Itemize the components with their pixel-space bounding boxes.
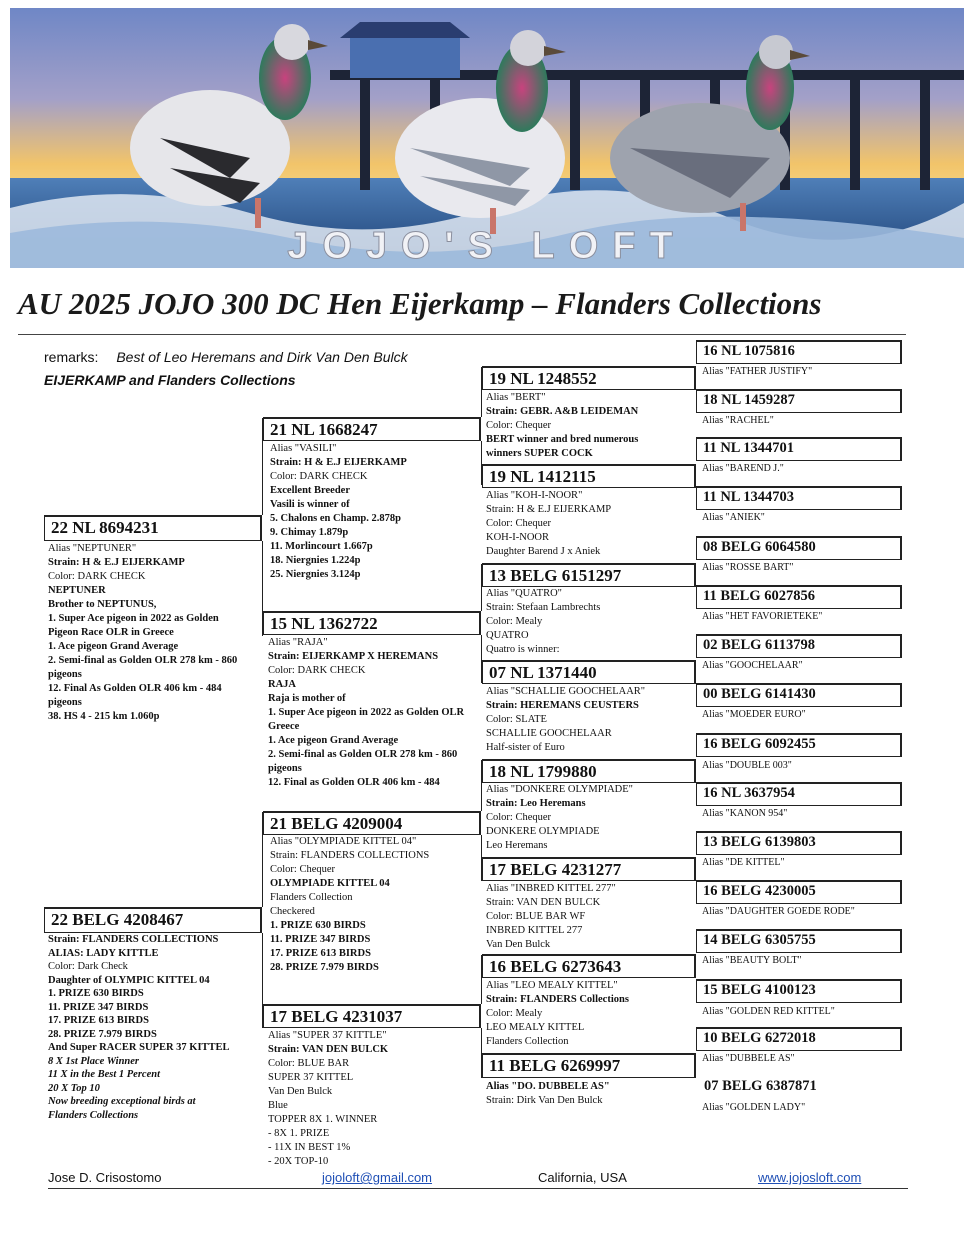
dam-line: 17. PRIZE 613 BIRDS: [48, 1015, 149, 1026]
gen2-info: [268, 636, 464, 790]
gen4-alias: Alias "DAUGHTER GOEDE RODE": [702, 906, 855, 917]
gen2-line: Strain: VAN DEN BULCK: [268, 1044, 389, 1055]
sire-ring: 22 NL 8694231: [51, 518, 159, 537]
gen2-info: [268, 1029, 388, 1169]
gen3-line: Strain: FLANDERS Collections: [486, 994, 629, 1005]
gen2-line: 2. Semi-final as Golden OLR 278 km - 860: [268, 749, 458, 760]
gen3-line: Alias "QUATRO": [486, 588, 562, 599]
gen3-line: Color: Mealy: [486, 616, 543, 627]
gen2-line: 1. PRIZE 630 BIRDS: [270, 920, 366, 931]
gen2-line: Alias "OLYMPIADE KITTEL 04": [270, 836, 417, 847]
gen3-ring-box: [482, 759, 696, 783]
gen4-alias: Alias "KANON 954": [702, 808, 788, 819]
gen3-info: [486, 489, 611, 559]
gen4-alias: Alias "ROSSE BART": [702, 562, 794, 573]
gen3-line: INBRED KITTEL 277: [486, 925, 583, 936]
gen2-ring: 21 BELG 4209004: [270, 814, 403, 833]
gen4-ring: 00 BELG 6141430: [703, 686, 816, 702]
gen4-ring-box: [696, 979, 902, 1003]
gen2-line: 11. PRIZE 347 BIRDS: [270, 934, 371, 945]
gen2-ring: 17 BELG 4231037: [270, 1007, 403, 1026]
footer-website-link[interactable]: www.jojosloft.com: [758, 1170, 862, 1185]
dam-line: Strain: FLANDERS COLLECTIONS: [48, 934, 219, 945]
gen4-alias: Alias "BEAUTY BOLT": [702, 955, 802, 966]
dam-line: 20 X Top 10: [48, 1082, 100, 1094]
gen4-ring: 15 BELG 4100123: [703, 982, 816, 998]
gen3-info: [486, 685, 645, 755]
gen3-line: Strain: VAN DEN BULCK: [486, 897, 601, 908]
gen4-ring: 16 NL 3637954: [703, 785, 795, 801]
gen4-alias: Alias "DUBBELE AS": [702, 1053, 795, 1064]
gen3-line: Alias "SCHALLIE GOOCHELAAR": [486, 686, 646, 697]
footer-name: Jose D. Crisostomo: [48, 1170, 162, 1185]
gen4-ring: 16 BELG 4230005: [703, 883, 816, 899]
remarks-text: Best of Leo Heremans and Dirk Van Den Bulck: [116, 349, 408, 365]
gen3-line: Alias "DO. DUBBELE AS": [486, 1081, 610, 1092]
sire-line: NEPTUNER: [48, 585, 106, 596]
gen2-line: - 11X IN BEST 1%: [268, 1142, 351, 1153]
gen4-alias: Alias "HET FAVORIETEKE": [702, 611, 823, 622]
gen3-line: LEO MEALY KITTEL: [486, 1022, 585, 1033]
gen4-ring-box: [696, 831, 902, 855]
gen3-line: winners SUPER COCK: [486, 448, 593, 459]
gen2-line: RAJA: [268, 679, 296, 690]
gen3-line: Strain: Dirk Van Den Bulck: [486, 1095, 603, 1106]
gen3-line: Alias "DONKERE OLYMPIADE": [486, 784, 633, 795]
gen3-line: Color: SLATE: [486, 714, 547, 725]
gen3-info: [486, 391, 638, 461]
sire-line: pigeons: [48, 697, 82, 708]
gen3-ring-box: [482, 366, 696, 390]
gen3-ring: 13 BELG 6151297: [489, 566, 622, 585]
sire-info: [48, 542, 237, 724]
gen3-line: Leo Heremans: [486, 840, 548, 851]
dam-line: Color: Dark Check: [48, 961, 128, 972]
remarks: [44, 349, 408, 365]
gen4-ring-box: [696, 929, 902, 953]
gen3-ring: 16 BELG 6273643: [489, 957, 622, 976]
gen4-ring-box: [696, 536, 902, 560]
gen2-line: Color: Chequer: [270, 864, 336, 875]
gen4-ring: 11 NL 1344701: [703, 440, 795, 456]
dam-line: Daughter of OLYMPIC KITTEL 04: [48, 974, 210, 986]
gen2-line: Alias "VASILI": [270, 443, 337, 454]
gen4-ring-box: [696, 634, 902, 658]
gen4-ring: 11 BELG 6027856: [703, 588, 815, 604]
gen3-line: Alias "INBRED KITTEL 277": [486, 883, 616, 894]
gen4-ring-box: [696, 340, 902, 364]
gen3-ring: 18 NL 1799880: [489, 762, 597, 781]
gen2-line: 25. Niergnies 3.124p: [270, 569, 361, 580]
gen4-ring: 18 NL 1459287: [703, 392, 795, 408]
gen3-ring: 19 NL 1412115: [489, 467, 596, 486]
gen3-ring: 19 NL 1248552: [489, 369, 597, 388]
gen4-alias: Alias "GOLDEN RED KITTEL": [702, 1006, 835, 1017]
gen4-alias: Alias "DE KITTEL": [702, 857, 785, 868]
page-title: AU 2025 JOJO 300 DC Hen Eijerkamp – Flanders Collections: [18, 286, 822, 321]
gen4-ring-box: [696, 733, 902, 757]
gen2-line: Raja is mother of: [268, 693, 346, 704]
gen2-line: Alias "RAJA": [268, 637, 328, 648]
dam-line: 28. PRIZE 7.979 BIRDS: [48, 1028, 157, 1040]
remarks-label: remarks:: [44, 349, 99, 365]
gen2-line: 9. Chimay 1.879p: [270, 527, 349, 538]
dam-line: And Super RACER SUPER 37 KITTEL: [48, 1042, 230, 1053]
gen3-line: Alias "BERT": [486, 392, 546, 403]
sire-line: Pigeon Race OLR in Greece: [48, 627, 174, 638]
gen3-line: Flanders Collection: [486, 1036, 569, 1047]
gen4-ring-box: [696, 437, 902, 461]
gen4-alias: Alias "ANIEK": [702, 512, 765, 523]
gen3-line: DONKERE OLYMPIADE: [486, 826, 600, 837]
sire-line: 2. Semi-final as Golden OLR 278 km - 860: [48, 655, 238, 666]
gen3-info: [486, 587, 600, 657]
gen4-ring-box: [696, 389, 902, 413]
gen3-ring-box: [482, 1053, 696, 1078]
sire-line: Strain: H & E.J EIJERKAMP: [48, 557, 185, 568]
gen4-alias: Alias "FATHER JUSTIFY": [702, 366, 813, 377]
gen2-ring-box: [263, 1004, 481, 1028]
gen4-ring: 16 NL 1075816: [703, 343, 795, 359]
gen4-ring: 16 BELG 6092455: [703, 736, 816, 752]
gen2-line: Color: DARK CHECK: [268, 665, 366, 676]
gen2-ring: 15 NL 1362722: [270, 614, 378, 633]
gen3-line: Alias "KOH-I-NOOR": [486, 490, 583, 501]
gen3-line: Color: Mealy: [486, 1008, 543, 1019]
gen3-info: [486, 1080, 610, 1108]
gen2-line: Color: BLUE BAR: [268, 1058, 350, 1069]
gen3-line: Color: Chequer: [486, 518, 552, 529]
gen4-alias: Alias "MOEDER EURO": [702, 709, 806, 720]
gen3-line: Strain: GEBR. A&B LEIDEMAN: [486, 406, 639, 417]
dam-line: Flanders Collections: [48, 1109, 139, 1121]
gen3-line: Half-sister of Euro: [486, 742, 565, 753]
sire-line: 12. Final As Golden OLR 406 km - 484: [48, 683, 222, 694]
gen3-line: Strain: Leo Heremans: [486, 798, 586, 809]
gen2-line: Vasili is winner of: [270, 499, 350, 510]
gen3-ring-box: [482, 563, 696, 587]
gen4-alias: Alias "BAREND J.": [702, 463, 784, 474]
gen4-ring: 02 BELG 6113798: [703, 637, 815, 653]
gen2-info: [270, 835, 429, 975]
title-divider: [18, 334, 906, 335]
gen4-alias: Alias "RACHEL": [702, 415, 774, 426]
gen2-line: 1. Super Ace pigeon in 2022 as Golden OLR: [268, 707, 465, 718]
dam-line: ALIAS: LADY KITTLE: [48, 947, 159, 959]
gen3-line: SCHALLIE GOOCHELAAR: [486, 728, 612, 739]
gen2-line: 11. Morlincourt 1.667p: [270, 541, 373, 552]
gen2-line: 1. Ace pigeon Grand Average: [268, 735, 399, 746]
gen3-line: Van Den Bulck: [486, 939, 551, 950]
gen3-line: Color: Chequer: [486, 812, 552, 823]
gen2-info: [270, 442, 407, 582]
gen2-line: Color: DARK CHECK: [270, 471, 368, 482]
gen2-line: 18. Niergnies 1.224p: [270, 555, 361, 566]
gen3-line: Alias "LEO MEALY KITTEL": [486, 980, 618, 991]
gen4-ring: 10 BELG 6272018: [703, 1030, 816, 1046]
gen2-line: OLYMPIADE KITTEL 04: [270, 878, 390, 889]
gen4-alias: Alias "DOUBLE 003": [702, 760, 792, 771]
gen2-line: Flanders Collection: [270, 892, 353, 903]
gen2-line: Blue: [268, 1100, 288, 1111]
gen3-ring-box: [482, 857, 696, 881]
sire-line: Brother to NEPTUNUS,: [48, 599, 157, 610]
footer-location: California, USA: [538, 1170, 627, 1185]
gen4-ring: 14 BELG 6305755: [703, 932, 816, 948]
gen3-ring: 17 BELG 4231277: [489, 860, 622, 879]
gen3-line: Color: Chequer: [486, 420, 552, 431]
gen4-ring-box: [696, 1027, 902, 1051]
sire-line: Alias "NEPTUNER": [48, 543, 137, 554]
gen2-line: Strain: EIJERKAMP X HEREMANS: [268, 651, 439, 662]
gen4-ring: 11 NL 1344703: [703, 489, 795, 505]
gen2-ring-box: [263, 811, 481, 835]
gen3-line: BERT winner and bred numerous: [486, 434, 639, 445]
gen2-ring-box: [263, 417, 481, 441]
gen3-line: KOH-I-NOOR: [486, 532, 549, 543]
gen3-ring-box: [482, 954, 696, 978]
gen3-line: Color: BLUE BAR WF: [486, 911, 586, 922]
remarks-subtitle: EIJERKAMP and Flanders Collections: [44, 372, 296, 388]
dam-line: 1. PRIZE 630 BIRDS: [48, 988, 144, 999]
banner-image: [10, 8, 964, 268]
gen2-line: 12. Final as Golden OLR 406 km - 484: [268, 777, 440, 788]
sire-line: 1. Ace pigeon Grand Average: [48, 641, 179, 652]
gen2-line: 17. PRIZE 613 BIRDS: [270, 948, 371, 959]
footer-divider: [48, 1188, 908, 1189]
gen2-line: Alias "SUPER 37 KITTLE": [268, 1030, 387, 1041]
sire-line: Color: DARK CHECK: [48, 571, 146, 582]
sire-line: pigeons: [48, 669, 82, 680]
gen4-ring: 08 BELG 6064580: [703, 539, 816, 555]
gen2-line: Strain: FLANDERS COLLECTIONS: [270, 850, 430, 861]
dam-info: [48, 933, 230, 1122]
gen2-line: Excellent Breeder: [270, 485, 350, 496]
gen3-ring-box: [482, 660, 696, 684]
dam-line: 8 X 1st Place Winner: [48, 1055, 140, 1067]
gen3-ring: 11 BELG 6269997: [489, 1056, 621, 1075]
gen2-line: 5. Chalons en Champ. 2.878p: [270, 513, 401, 524]
gen3-line: Quatro is winner:: [486, 644, 560, 655]
sire-line: 38. HS 4 - 215 km 1.060p: [48, 711, 160, 722]
gen3-line: QUATRO: [486, 630, 529, 641]
gen4-alias: Alias "GOLDEN LADY": [702, 1102, 806, 1113]
gen2-line: SUPER 37 KITTEL: [268, 1072, 354, 1083]
gen3-info: [486, 882, 616, 952]
footer-email-link[interactable]: jojoloft@gmail.com: [322, 1170, 433, 1185]
gen2-line: Van Den Bulck: [268, 1086, 333, 1097]
gen2-line: pigeons: [268, 763, 302, 774]
gen4-ring-box: [696, 683, 902, 707]
gen3-line: Strain: Stefaan Lambrechts: [486, 602, 601, 613]
gen4-ring-box: [696, 585, 902, 609]
dam-line: 11. PRIZE 347 BIRDS: [48, 1001, 149, 1013]
gen3-info: [486, 979, 629, 1049]
gen2-line: - 8X 1. PRIZE: [268, 1128, 330, 1139]
sire-ring-box: [44, 515, 262, 541]
gen2-ring-box: [263, 611, 481, 635]
gen2-ring: 21 NL 1668247: [270, 420, 378, 439]
dam-line: 11 X in the Best 1 Percent: [48, 1069, 161, 1080]
gen4-ring: 07 BELG 6387871: [704, 1078, 817, 1094]
gen4-ring-box: [696, 486, 902, 510]
gen3-ring: 07 NL 1371440: [489, 663, 597, 682]
gen4-ring-box: [696, 880, 902, 904]
gen2-line: - 20X TOP-10: [268, 1156, 329, 1167]
gen2-line: 28. PRIZE 7.979 BIRDS: [270, 962, 379, 973]
dam-ring: 22 BELG 4208467: [51, 910, 184, 929]
gen3-ring-box: [482, 464, 696, 488]
dam-line: Now breeding exceptional birds at: [48, 1096, 196, 1107]
gen3-info: [486, 783, 633, 853]
gen3-line: Strain: HEREMANS CEUSTERS: [486, 700, 639, 711]
banner-logo-text: JOJO'S LOFT: [287, 225, 687, 267]
gen3-line: Strain: H & E.J EIJERKAMP: [486, 504, 612, 515]
gen4-alias: Alias "GOOCHELAAR": [702, 660, 803, 671]
gen2-line: Strain: H & E.J EIJERKAMP: [270, 457, 407, 468]
gen4-ring: 13 BELG 6139803: [703, 834, 816, 850]
gen2-line: Checkered: [270, 906, 315, 917]
dam-ring-box: [44, 907, 262, 933]
gen2-line: Greece: [268, 721, 300, 732]
gen2-line: TOPPER 8X 1. WINNER: [268, 1114, 378, 1125]
gen3-line: Daughter Barend J x Aniek: [486, 546, 601, 557]
gen4-ring-box: [696, 782, 902, 806]
sire-line: 1. Super Ace pigeon in 2022 as Golden: [48, 613, 219, 624]
